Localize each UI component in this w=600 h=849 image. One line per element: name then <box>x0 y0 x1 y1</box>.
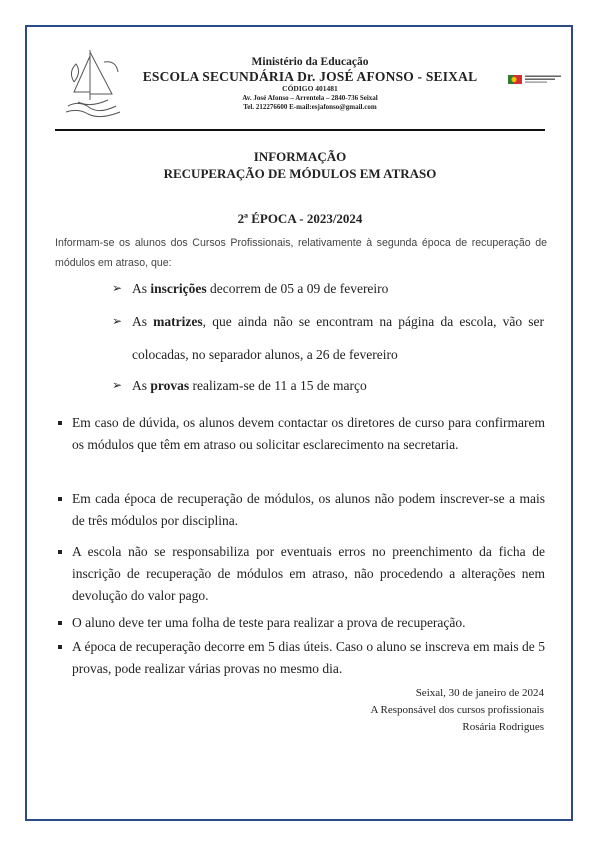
list-item: Em caso de dúvida, os alunos devem contactar os diretores de curso para confirmarem os módulos que têm em atraso ou solicitar esclarecimento na secretaria. <box>55 412 545 456</box>
arrow-bullet-icon: ➢ <box>112 314 123 328</box>
list-item: Em cada época de recuperação de módulos, os alunos não podem inscrever-se a mais de três módulos por disciplina. <box>55 488 545 532</box>
square-bullet-icon <box>58 621 62 625</box>
arrow-item-inscricoes: ➢ As inscrições decorrem de 05 a 09 de fevereiro <box>112 272 544 305</box>
epoca-heading: 2ª ÉPOCA - 2023/2024 <box>237 211 363 226</box>
title-recuperacao: RECUPERAÇÃO DE MÓDULOS EM ATRASO <box>163 166 437 181</box>
intro-paragraph: Informam-se os alunos dos Cursos Profissionais, relativamente à segunda época de recuperação de módulos em atraso, que: <box>55 237 547 269</box>
signature-role: A Responsável dos cursos profissionais <box>370 704 544 716</box>
title-informacao: INFORMAÇÃO <box>253 149 347 164</box>
school-name: ESCOLA SECUNDÁRIA Dr. JOSÉ AFONSO - SEIXAL <box>142 69 478 84</box>
school-contact: Tel. 212276600 E-mail:esjafonso@gmail.com <box>243 102 377 111</box>
signature-date: Seixal, 30 de janeiro de 2024 <box>415 687 544 699</box>
letterhead <box>110 56 510 112</box>
list-item: A época de recuperação decorre em 5 dias úteis. Caso o aluno se inscreva em mais de 5 provas, pode realizar várias provas no mesmo dia. <box>55 636 545 680</box>
school-address: Av. José Afonso – Arrentela – 2840-736 Seixal <box>242 93 378 102</box>
square-bullet-icon <box>58 645 62 649</box>
arrow-item-provas: ➢ As provas realizam-se de 11 a 15 de março <box>112 369 544 402</box>
square-bullet-icon <box>58 497 62 501</box>
ministry-name: Ministério da Educação <box>251 56 369 68</box>
list-item: O aluno deve ter uma folha de teste para realizar a prova de recuperação. <box>55 612 545 634</box>
document-title <box>55 148 545 182</box>
arrow-item-matrizes: ➢ As matrizes, que ainda não se encontram na página da escola, vão ser colocadas, no separador alunos, a 26 de fevereiro <box>112 305 544 371</box>
signature-name: Rosária Rodrigues <box>462 721 544 733</box>
square-bullet-icon <box>58 550 62 554</box>
arrow-bullet-icon: ➢ <box>112 378 123 392</box>
school-code: CÓDIGO 401481 <box>282 84 338 93</box>
square-bullet-icon <box>58 421 62 425</box>
header-divider <box>55 129 545 131</box>
list-item: A escola não se responsabiliza por eventuais erros no preenchimento da ficha de inscrição de recuperação de módulos em atraso, não procedendo a alterações nem devolução do valor pago. <box>55 541 545 607</box>
arrow-bullet-icon: ➢ <box>112 281 123 295</box>
republica-portuguesa-logo-icon <box>508 72 563 88</box>
signature-block <box>300 685 544 736</box>
